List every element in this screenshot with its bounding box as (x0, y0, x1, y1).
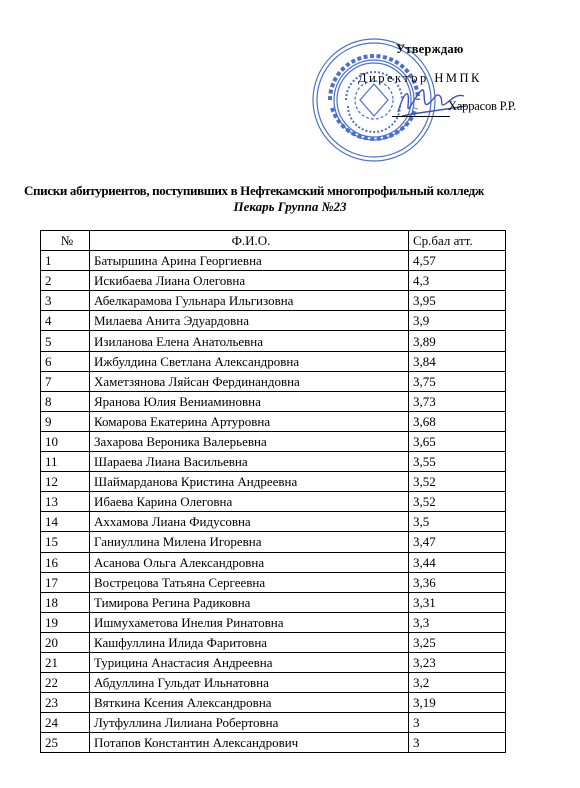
table-row (41, 411, 506, 431)
table-row (41, 472, 506, 492)
row-number: 22 (41, 673, 90, 693)
table-row (41, 452, 506, 472)
row-number: 13 (41, 492, 90, 512)
row-name: Шаймарданова Кристина Андреевна (90, 472, 409, 492)
row-number: 12 (41, 472, 90, 492)
row-number: 9 (41, 411, 90, 431)
row-name: Вострецова Татьяна Сергеевна (90, 572, 409, 592)
row-number: 6 (41, 351, 90, 371)
row-number: 3 (41, 291, 90, 311)
row-score: 3,75 (409, 371, 506, 391)
row-name: Ганиуллина Милена Игоревна (90, 532, 409, 552)
row-name: Асанова Ольга Александровна (90, 552, 409, 572)
table-row (41, 733, 506, 753)
row-score: 3,23 (409, 652, 506, 672)
row-score: 3,3 (409, 612, 506, 632)
table-row (41, 311, 506, 331)
row-score: 4,57 (409, 251, 506, 271)
row-number: 21 (41, 652, 90, 672)
table-row (41, 291, 506, 311)
row-name: Абелкарамова Гульнара Ильгизовна (90, 291, 409, 311)
row-score: 3,47 (409, 532, 506, 552)
row-number: 2 (41, 271, 90, 291)
row-score: 3,89 (409, 331, 506, 351)
row-name: Хаметзянова Ляйсан Фердинандовна (90, 371, 409, 391)
row-number: 4 (41, 311, 90, 331)
row-score: 3,65 (409, 431, 506, 451)
row-name: Шараева Лиана Васильевна (90, 452, 409, 472)
row-number: 10 (41, 431, 90, 451)
approve-label: Утверждаю (396, 42, 464, 56)
director-label: Директор НМПК (358, 71, 482, 85)
row-number: 5 (41, 331, 90, 351)
table-row (41, 351, 506, 371)
row-name: Абдуллина Гульдат Ильнатовна (90, 673, 409, 693)
row-score: 3,95 (409, 291, 506, 311)
row-number: 17 (41, 572, 90, 592)
col-header-number: № (41, 231, 90, 251)
table-row (41, 512, 506, 532)
row-name: Турицина Анастасия Андреевна (90, 652, 409, 672)
row-name: Вяткина Ксения Александровна (90, 693, 409, 713)
row-score: 3,84 (409, 351, 506, 371)
table-row (41, 652, 506, 672)
row-name: Изиланова Елена Анатольевна (90, 331, 409, 351)
row-name: Комарова Екатерина Артуровна (90, 411, 409, 431)
row-score: 3,55 (409, 452, 506, 472)
table-row (41, 572, 506, 592)
row-name: Милаева Анита Эдуардовна (90, 311, 409, 331)
row-number: 15 (41, 532, 90, 552)
row-number: 25 (41, 733, 90, 753)
row-name: Ижбулдина Светлана Александровна (90, 351, 409, 371)
table-row (41, 592, 506, 612)
table-row (41, 632, 506, 652)
row-number: 11 (41, 452, 90, 472)
row-name: Кашфуллина Илида Фаритовна (90, 632, 409, 652)
row-number: 7 (41, 371, 90, 391)
document-title: Списки абитуриентов, поступивших в Нефтекамский многопрофильный колледж (24, 183, 484, 198)
table-header-row (41, 231, 506, 251)
row-name: Ибаева Карина Олеговна (90, 492, 409, 512)
row-number: 23 (41, 693, 90, 713)
row-number: 19 (41, 612, 90, 632)
row-score: 3 (409, 733, 506, 753)
row-score: 4,3 (409, 271, 506, 291)
row-number: 24 (41, 713, 90, 733)
row-name: Ишмухаметова Инелия Ринатовна (90, 612, 409, 632)
approval-block (310, 30, 575, 170)
row-name: Лутфуллина Лилиана Робертовна (90, 713, 409, 733)
row-number: 18 (41, 592, 90, 612)
table-row (41, 492, 506, 512)
row-score: 3,68 (409, 411, 506, 431)
row-number: 8 (41, 391, 90, 411)
group-subtitle: Пекарь Группа №23 (233, 199, 347, 214)
table-row (41, 271, 506, 291)
row-score: 3,36 (409, 572, 506, 592)
row-score: 3,52 (409, 472, 506, 492)
table-row (41, 391, 506, 411)
signature-line (392, 116, 450, 117)
table-row (41, 371, 506, 391)
applicants-table (40, 230, 506, 753)
table-row (41, 431, 506, 451)
row-score: 3 (409, 713, 506, 733)
row-score: 3,25 (409, 632, 506, 652)
row-score: 3,31 (409, 592, 506, 612)
col-header-name: Ф.И.О. (90, 231, 409, 251)
row-score: 3,5 (409, 512, 506, 532)
row-number: 20 (41, 632, 90, 652)
signer-name: Харрасов Р.Р. (448, 99, 516, 113)
table-row (41, 532, 506, 552)
row-name: Искибаева Лиана Олеговна (90, 271, 409, 291)
table-row (41, 693, 506, 713)
table-row (41, 612, 506, 632)
row-score: 3,9 (409, 311, 506, 331)
row-score: 3,44 (409, 552, 506, 572)
row-name: Яранова Юлия Вениаминовна (90, 391, 409, 411)
row-score: 3,73 (409, 391, 506, 411)
table-row (41, 713, 506, 733)
table-row (41, 331, 506, 351)
row-score: 3,2 (409, 673, 506, 693)
row-name: Тимирова Регина Радиковна (90, 592, 409, 612)
row-name: Потапов Константин Александрович (90, 733, 409, 753)
row-number: 1 (41, 251, 90, 271)
row-name: Захарова Вероника Валерьевна (90, 431, 409, 451)
row-score: 3,52 (409, 492, 506, 512)
row-number: 16 (41, 552, 90, 572)
row-name: Аххамова Лиана Фидусовна (90, 512, 409, 532)
row-score: 3,19 (409, 693, 506, 713)
table-row (41, 552, 506, 572)
row-name: Батыршина Арина Георгиевна (90, 251, 409, 271)
col-header-score: Ср.бал атт. (409, 231, 506, 251)
table-row (41, 251, 506, 271)
row-number: 14 (41, 512, 90, 532)
table-row (41, 673, 506, 693)
